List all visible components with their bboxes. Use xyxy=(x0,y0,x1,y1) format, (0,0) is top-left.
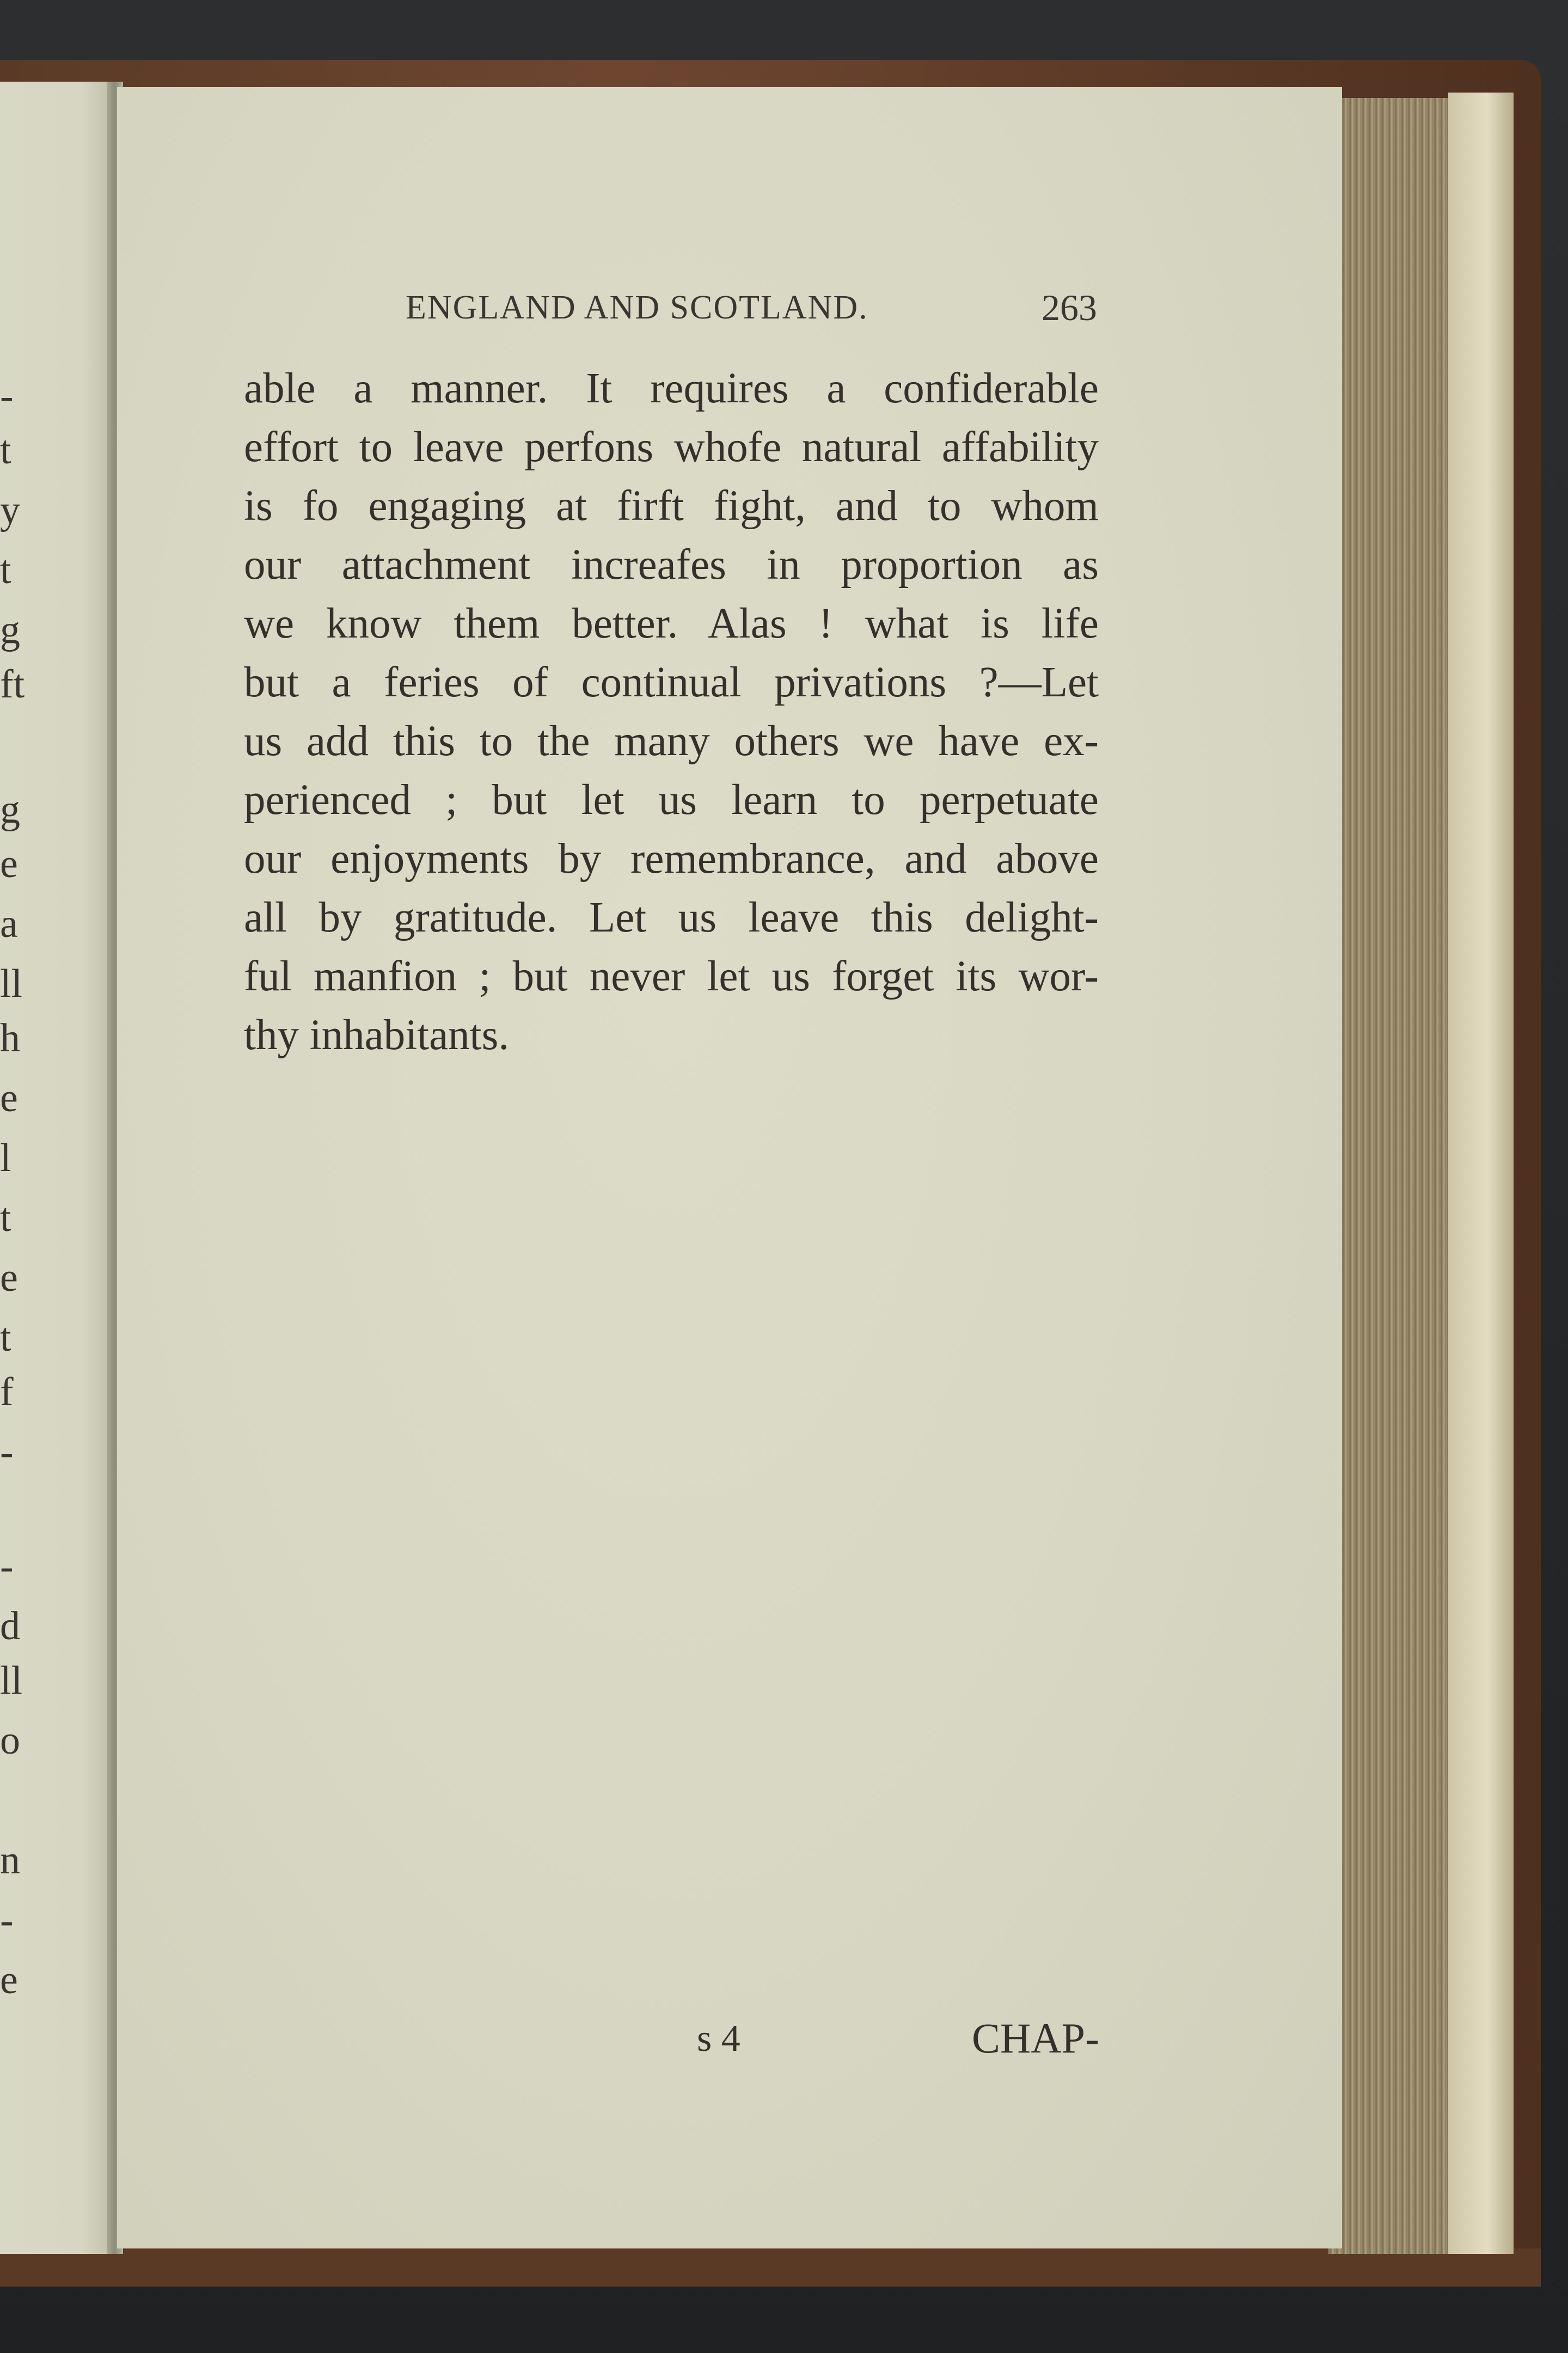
fragment: ll xyxy=(0,1658,23,1703)
fragment: f xyxy=(0,1370,14,1414)
text-line: able a manner. It requires a confiderable xyxy=(244,365,1099,412)
book-cover-bottom-edge xyxy=(0,2248,1541,2287)
fragment: g xyxy=(0,608,20,652)
fragment: e xyxy=(0,1958,18,2002)
left-page-text-fragments xyxy=(0,82,33,2254)
text-line: our attachment increafes in proportion as xyxy=(244,541,1099,589)
catchword: CHAP- xyxy=(972,2014,1100,2062)
text-line: thy inhabitants. xyxy=(244,1012,510,1059)
text-line: effort to leave perfons whofe natural affability xyxy=(244,424,1099,471)
fragment: t xyxy=(0,1315,11,1360)
fragment: - xyxy=(0,1430,14,1474)
page-number: 263 xyxy=(1042,287,1097,328)
body-text xyxy=(244,359,1099,1065)
text-line: our enjoyments by remembrance, and above xyxy=(244,835,1099,883)
text-line: perienced ; but let us learn to perpetuate xyxy=(244,776,1099,824)
fragment: l xyxy=(0,1136,11,1180)
fragment: e xyxy=(0,1255,18,1300)
page-block-outer-edge xyxy=(1448,93,1514,2254)
fragment: e xyxy=(0,842,18,886)
fragment: o xyxy=(0,1718,20,1763)
fragment: - xyxy=(0,1544,14,1589)
signature-mark: s 4 xyxy=(697,2018,740,2060)
text-line: us add this to the many others we have ex- xyxy=(244,718,1099,765)
text-line: we know them better. Alas ! what is life xyxy=(244,600,1099,647)
fragment: ll xyxy=(0,961,23,1006)
fragment: d xyxy=(0,1604,20,1649)
fragment: e xyxy=(0,1076,18,1120)
fragment: y xyxy=(0,488,20,532)
text-line: but a feries of continual privations ?—Let xyxy=(244,659,1099,706)
text-line: is fo engaging at firft fight, and to whom xyxy=(244,482,1099,530)
fragment: t xyxy=(0,1196,11,1240)
fragment: n xyxy=(0,1838,20,1883)
fragment: t xyxy=(0,428,11,473)
fragment: - xyxy=(0,373,14,418)
running-head xyxy=(406,289,1097,332)
fragment: - xyxy=(0,1898,14,1943)
fragment: ft xyxy=(0,662,25,707)
page-footer xyxy=(117,2014,1342,2072)
fragment: a xyxy=(0,902,18,946)
left-page-edge xyxy=(0,82,117,2254)
fragment: g xyxy=(0,787,20,832)
fragment: h xyxy=(0,1016,20,1061)
text-line: ful manfion ; but never let us forget its wor- xyxy=(244,953,1099,1000)
fragment: t xyxy=(0,548,11,592)
text-line: all by gratitude. Let us leave this delight- xyxy=(244,894,1099,941)
page-block-edges xyxy=(1328,98,1448,2254)
running-head-title: ENGLAND AND SCOTLAND. xyxy=(406,289,868,326)
